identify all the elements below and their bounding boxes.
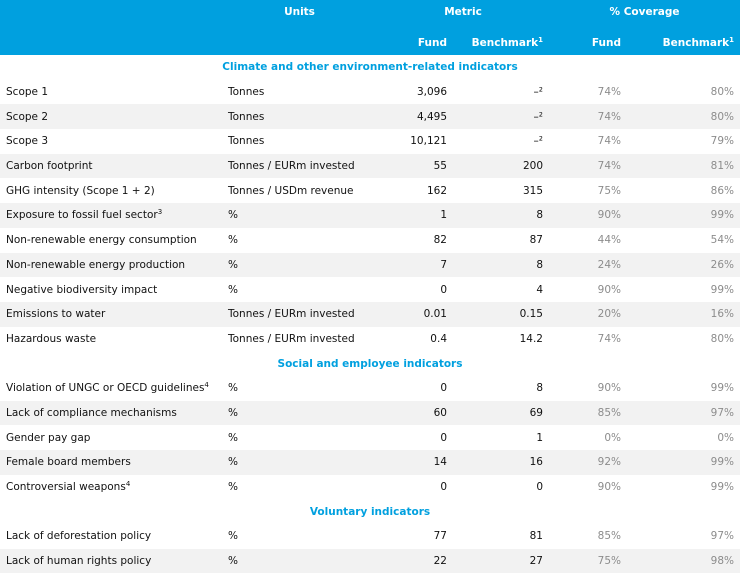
benchmark-value: 8 bbox=[453, 376, 549, 401]
indicator-name: Female board members bbox=[6, 456, 131, 469]
indicator-name-cell bbox=[0, 302, 222, 327]
indicator-name-cell bbox=[0, 450, 222, 475]
coverage-fund-value: 90% bbox=[549, 277, 627, 302]
units-cell: % bbox=[222, 277, 377, 302]
fund-value: 0.01 bbox=[377, 302, 453, 327]
table-row bbox=[0, 203, 740, 228]
indicator-name: Lack of deforestation policy bbox=[6, 530, 152, 543]
coverage-benchmark-value: 0% bbox=[627, 425, 740, 450]
coverage-benchmark-value: 98% bbox=[627, 549, 740, 573]
table-row bbox=[0, 253, 740, 278]
coverage-benchmark-value: 80% bbox=[627, 327, 740, 352]
coverage-fund-value: 24% bbox=[549, 253, 627, 278]
indicator-name-cell bbox=[0, 228, 222, 253]
header-blank-2 bbox=[0, 31, 222, 55]
header-blank-3 bbox=[222, 31, 377, 55]
units-cell: % bbox=[222, 203, 377, 228]
table-row bbox=[0, 154, 740, 179]
coverage-fund-value: 74% bbox=[549, 104, 627, 129]
header-benchmark-note: 1 bbox=[538, 36, 543, 44]
units-cell: % bbox=[222, 425, 377, 450]
table-row bbox=[0, 376, 740, 401]
table-row bbox=[0, 425, 740, 450]
indicator-name-cell bbox=[0, 154, 222, 179]
fund-value: 0 bbox=[377, 376, 453, 401]
fund-value: 3,096 bbox=[377, 80, 453, 105]
coverage-fund-value: 44% bbox=[549, 228, 627, 253]
coverage-benchmark-value: 26% bbox=[627, 253, 740, 278]
table-row bbox=[0, 450, 740, 475]
coverage-fund-value: 0% bbox=[549, 425, 627, 450]
units-cell: Tonnes / EURm invested bbox=[222, 154, 377, 179]
units-cell: % bbox=[222, 475, 377, 500]
header-fund: Fund bbox=[377, 31, 453, 55]
indicator-name-cell bbox=[0, 253, 222, 278]
coverage-benchmark-value: 81% bbox=[627, 154, 740, 179]
section-title: Voluntary indicators bbox=[0, 499, 740, 524]
coverage-fund-value: 75% bbox=[549, 549, 627, 573]
coverage-fund-value: 92% bbox=[549, 450, 627, 475]
header-coverage-fund: Fund bbox=[549, 31, 627, 55]
coverage-fund-value: 90% bbox=[549, 376, 627, 401]
header-blank bbox=[0, 0, 222, 31]
indicator-name: Scope 2 bbox=[6, 110, 49, 123]
fund-value: 0 bbox=[377, 425, 453, 450]
benchmark-value: –² bbox=[453, 104, 549, 129]
fund-value: 10,121 bbox=[377, 129, 453, 154]
indicator-name-cell bbox=[0, 549, 222, 573]
coverage-fund-value: 90% bbox=[549, 475, 627, 500]
header-benchmark-label: Benchmark bbox=[471, 37, 539, 49]
table-row bbox=[0, 80, 740, 105]
table-row bbox=[0, 129, 740, 154]
benchmark-value: 87 bbox=[453, 228, 549, 253]
units-cell: % bbox=[222, 524, 377, 549]
fund-value: 162 bbox=[377, 178, 453, 203]
indicator-name: Emissions to water bbox=[6, 308, 106, 321]
units-cell: Tonnes bbox=[222, 104, 377, 129]
indicator-name-cell bbox=[0, 104, 222, 129]
indicator-name-cell bbox=[0, 401, 222, 426]
header-coverage-benchmark-label: Benchmark bbox=[662, 37, 730, 49]
coverage-benchmark-value: 86% bbox=[627, 178, 740, 203]
benchmark-value: –² bbox=[453, 80, 549, 105]
fund-value: 0.4 bbox=[377, 327, 453, 352]
units-cell: Tonnes bbox=[222, 80, 377, 105]
units-cell: % bbox=[222, 549, 377, 573]
fund-value: 55 bbox=[377, 154, 453, 179]
section-title: Social and employee indicators bbox=[0, 351, 740, 376]
header-metric: Metric bbox=[377, 0, 549, 31]
benchmark-value: 0.15 bbox=[453, 302, 549, 327]
header-coverage-benchmark-note: 1 bbox=[729, 36, 734, 44]
units-cell: % bbox=[222, 228, 377, 253]
units-cell: % bbox=[222, 376, 377, 401]
table-row bbox=[0, 475, 740, 500]
table-row bbox=[0, 277, 740, 302]
indicator-name-cell bbox=[0, 129, 222, 154]
section-header bbox=[0, 55, 740, 80]
indicator-name: Carbon footprint bbox=[6, 160, 93, 173]
benchmark-value: 0 bbox=[453, 475, 549, 500]
indicator-name: Scope 3 bbox=[6, 135, 49, 148]
coverage-fund-value: 90% bbox=[549, 203, 627, 228]
table-row bbox=[0, 549, 740, 573]
coverage-benchmark-value: 99% bbox=[627, 376, 740, 401]
coverage-fund-value: 20% bbox=[549, 302, 627, 327]
indicator-name-cell bbox=[0, 178, 222, 203]
fund-value: 77 bbox=[377, 524, 453, 549]
header-coverage: % Coverage bbox=[549, 0, 740, 31]
units-cell: Tonnes / EURm invested bbox=[222, 327, 377, 352]
benchmark-value: 14.2 bbox=[453, 327, 549, 352]
benchmark-value: 81 bbox=[453, 524, 549, 549]
table-row bbox=[0, 401, 740, 426]
header-coverage-benchmark bbox=[627, 31, 740, 55]
indicator-note: 3 bbox=[157, 208, 163, 217]
coverage-benchmark-value: 80% bbox=[627, 104, 740, 129]
header-units: Units bbox=[222, 0, 377, 31]
coverage-benchmark-value: 80% bbox=[627, 80, 740, 105]
fund-value: 1 bbox=[377, 203, 453, 228]
benchmark-value: 27 bbox=[453, 549, 549, 573]
indicator-name: Hazardous waste bbox=[6, 332, 97, 345]
coverage-benchmark-value: 99% bbox=[627, 450, 740, 475]
indicator-note: 4 bbox=[204, 381, 209, 390]
indicator-name: Scope 1 bbox=[6, 86, 49, 99]
indicator-name-cell bbox=[0, 203, 222, 228]
benchmark-value: 16 bbox=[453, 450, 549, 475]
coverage-benchmark-value: 79% bbox=[627, 129, 740, 154]
table-row bbox=[0, 178, 740, 203]
indicator-name-cell bbox=[0, 376, 222, 401]
indicator-name: Lack of human rights policy bbox=[6, 555, 152, 568]
indicator-name-cell bbox=[0, 327, 222, 352]
coverage-fund-value: 85% bbox=[549, 401, 627, 426]
section-header bbox=[0, 351, 740, 376]
fund-value: 4,495 bbox=[377, 104, 453, 129]
section-title: Climate and other environment-related indicators bbox=[0, 55, 740, 80]
fund-value: 14 bbox=[377, 450, 453, 475]
indicator-name: Exposure to fossil fuel sector bbox=[6, 209, 158, 222]
indicator-name: Non-renewable energy production bbox=[6, 258, 186, 271]
header-benchmark bbox=[453, 31, 549, 55]
table-header bbox=[0, 0, 740, 55]
units-cell: % bbox=[222, 401, 377, 426]
units-cell: Tonnes bbox=[222, 129, 377, 154]
benchmark-value: 315 bbox=[453, 178, 549, 203]
benchmark-value: –² bbox=[453, 129, 549, 154]
units-cell: Tonnes / EURm invested bbox=[222, 302, 377, 327]
indicator-name: Non-renewable energy consumption bbox=[6, 234, 197, 247]
section-header bbox=[0, 499, 740, 524]
indicator-name: Violation of UNGC or OECD guidelines bbox=[6, 382, 205, 395]
coverage-benchmark-value: 99% bbox=[627, 277, 740, 302]
units-cell: Tonnes / USDm revenue bbox=[222, 178, 377, 203]
table-row bbox=[0, 327, 740, 352]
indicator-name-cell bbox=[0, 425, 222, 450]
indicator-name: GHG intensity (Scope 1 + 2) bbox=[6, 184, 155, 197]
benchmark-value: 1 bbox=[453, 425, 549, 450]
units-cell: % bbox=[222, 253, 377, 278]
table-row bbox=[0, 302, 740, 327]
coverage-fund-value: 85% bbox=[549, 524, 627, 549]
indicator-name: Lack of compliance mechanisms bbox=[6, 406, 177, 419]
units-cell: % bbox=[222, 450, 377, 475]
coverage-fund-value: 74% bbox=[549, 80, 627, 105]
fund-value: 82 bbox=[377, 228, 453, 253]
indicator-name: Negative biodiversity impact bbox=[6, 283, 158, 296]
table-row bbox=[0, 524, 740, 549]
indicator-name-cell bbox=[0, 475, 222, 500]
fund-value: 60 bbox=[377, 401, 453, 426]
fund-value: 0 bbox=[377, 277, 453, 302]
table-body bbox=[0, 55, 740, 573]
indicator-name: Gender pay gap bbox=[6, 431, 91, 444]
coverage-benchmark-value: 99% bbox=[627, 475, 740, 500]
fund-value: 7 bbox=[377, 253, 453, 278]
indicator-name: Controversial weapons bbox=[6, 481, 126, 494]
fund-value: 22 bbox=[377, 549, 453, 573]
indicator-note: 4 bbox=[125, 480, 131, 489]
indicator-name-cell bbox=[0, 277, 222, 302]
coverage-fund-value: 74% bbox=[549, 129, 627, 154]
coverage-fund-value: 74% bbox=[549, 327, 627, 352]
benchmark-value: 69 bbox=[453, 401, 549, 426]
table-row bbox=[0, 104, 740, 129]
benchmark-value: 8 bbox=[453, 253, 549, 278]
coverage-benchmark-value: 16% bbox=[627, 302, 740, 327]
fund-value: 0 bbox=[377, 475, 453, 500]
coverage-benchmark-value: 97% bbox=[627, 401, 740, 426]
benchmark-value: 4 bbox=[453, 277, 549, 302]
benchmark-value: 200 bbox=[453, 154, 549, 179]
benchmark-value: 8 bbox=[453, 203, 549, 228]
coverage-benchmark-value: 99% bbox=[627, 203, 740, 228]
table-row bbox=[0, 228, 740, 253]
indicator-name-cell bbox=[0, 80, 222, 105]
coverage-fund-value: 75% bbox=[549, 178, 627, 203]
coverage-fund-value: 74% bbox=[549, 154, 627, 179]
indicator-name-cell bbox=[0, 524, 222, 549]
coverage-benchmark-value: 54% bbox=[627, 228, 740, 253]
coverage-benchmark-value: 97% bbox=[627, 524, 740, 549]
